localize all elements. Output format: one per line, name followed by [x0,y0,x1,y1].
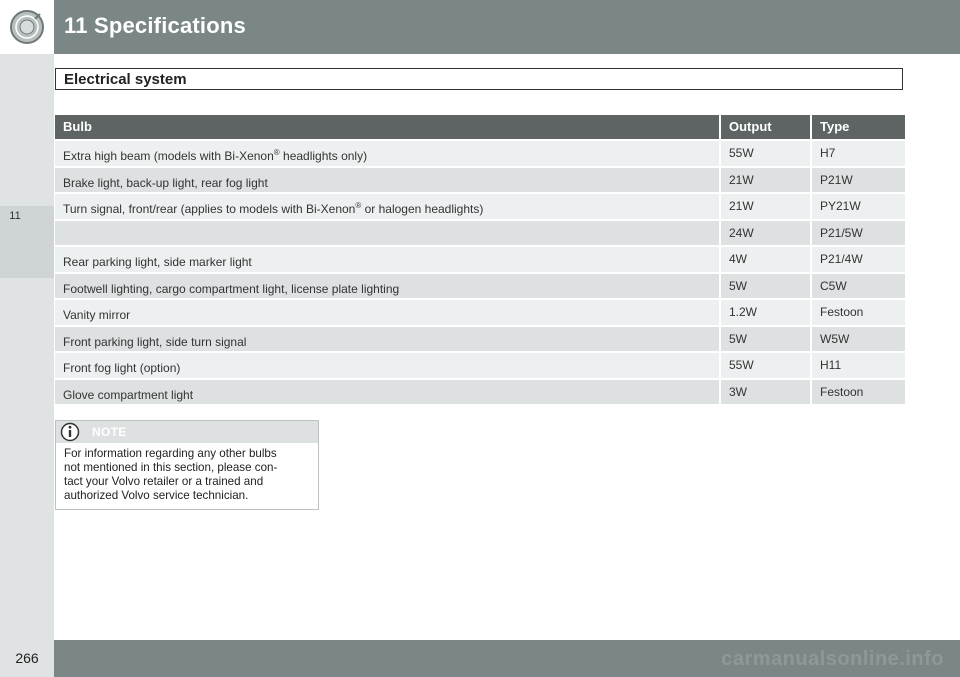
table-row [55,247,905,272]
cell-bulb: Vanity mirror [55,300,721,325]
table-row [55,194,905,219]
volvo-emblem-icon [9,9,45,45]
cell-type: C5W [820,278,847,293]
cell-output: 5W [721,274,812,299]
section-title: Electrical system [55,68,903,90]
table-row [55,221,905,246]
cell-bulb: Footwell lighting, cargo compartment light, license plate lighting [55,274,721,299]
page-number: 266 [15,650,39,666]
cell-output: 55W [721,141,812,166]
cell-bulb: Extra high beam (models with Bi-Xenon® headlights only) [55,141,721,166]
note-line: authorized Volvo service technician. [64,489,249,502]
table-row [55,274,905,299]
table-row [55,327,905,352]
cell-output: 5W [721,327,812,352]
chapter-number: 11 [9,210,21,222]
cell-bulb: Brake light, back-up light, rear fog light [55,168,721,193]
cell-output: 24W [721,221,812,246]
cell-type: H11 [820,358,842,372]
cell-type: H7 [820,146,836,160]
page-title: 11 Specifications [64,13,246,38]
page-footer [0,640,960,677]
cell-bulb: Glove compartment light [55,380,721,405]
note-line: tact your Volvo retailer or a trained and [64,475,264,488]
bulb-table [55,115,905,404]
note-line: For information regarding any other bulbs [64,447,277,460]
table-row [55,380,905,405]
cell-bulb: Front fog light (option) [55,353,721,378]
cell-bulb: Front parking light, side turn signal [55,327,721,352]
cell-output: 55W [721,353,812,378]
cell-type: Festoon [820,384,864,399]
cell-type: P21/5W [820,225,863,240]
logo-box [0,0,54,54]
note-line: not mentioned in this section, please con- [64,461,278,474]
cell-bulb: Turn signal, front/rear (applies to models with Bi-Xenon® or halogen headlights) [55,194,721,219]
cell-output: 1.2W [721,300,812,325]
cell-type: PY21W [820,199,861,213]
cell-output: 21W [721,194,812,219]
cell-output: 4W [721,247,812,272]
info-icon [60,422,80,442]
note-text [56,443,318,503]
cell-output: 21W [721,168,812,193]
column-header-type: Type [820,119,850,134]
watermark: carmanualsonline.info [721,648,944,670]
column-header-output: Output [721,115,812,139]
table-row [55,353,905,378]
cell-type: W5W [820,331,850,346]
column-header-bulb: Bulb [55,115,721,139]
note-label: NOTE [92,425,127,439]
cell-type: Festoon [820,305,864,319]
cell-output: 3W [721,380,812,405]
note-header [56,421,318,443]
cell-bulb [55,221,721,246]
note-box [55,420,319,510]
chapter-sidetab [0,54,54,640]
cell-bulb: Rear parking light, side marker light [55,247,721,272]
page-number-box [0,640,54,677]
page-header [0,0,960,54]
table-row [55,168,905,193]
table-row [55,300,905,325]
cell-type: P21/4W [820,252,863,266]
cell-type: P21W [820,172,853,187]
table-header [55,115,905,139]
table-row [55,141,905,166]
